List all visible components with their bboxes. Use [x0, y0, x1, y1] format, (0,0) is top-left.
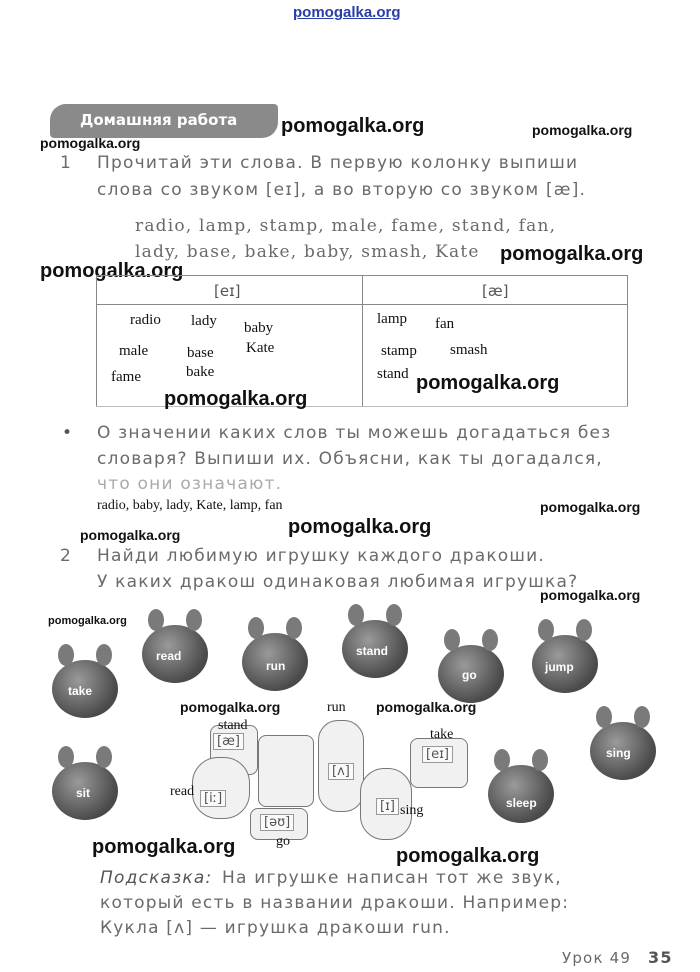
bullet-line3: что они означают. [97, 474, 283, 494]
toy-sound: [iː] [200, 790, 226, 807]
table-column-divider [362, 276, 363, 406]
watermark-top[interactable]: pomogalka.org [293, 4, 401, 21]
hint-line1: На игрушке написан тот же звук, [222, 868, 562, 888]
task1-words-line1: radio, lamp, stamp, male, fame, stand, fan, [135, 216, 557, 236]
watermark: pomogalka.org [416, 372, 560, 394]
watermark: pomogalka.org [376, 699, 477, 715]
dragon-label: take [68, 684, 93, 698]
dragon-label: sleep [506, 796, 537, 810]
bullet-line1: О значении каких слов ты можешь догадаться без [97, 423, 612, 443]
table-word: male [119, 343, 149, 359]
toy-sound: [ʌ] [328, 763, 354, 780]
table-word: bake [186, 364, 215, 380]
table-word: radio [130, 312, 161, 328]
bullet-answer: radio, baby, lady, Kate, lamp, fan [97, 498, 283, 513]
table-word: smash [450, 342, 488, 358]
hint-line3: Кукла [ʌ] — игрушка дракоши run. [100, 918, 451, 938]
column-header-ae: [æ] [482, 282, 509, 300]
hint-label: Подсказка: [100, 868, 213, 888]
watermark: pomogalka.org [180, 699, 281, 715]
table-word: base [187, 345, 214, 361]
table-word: baby [244, 320, 274, 336]
table-left-edge [96, 276, 97, 406]
watermark: pomogalka.org [40, 135, 141, 151]
task1-number: 1 [60, 153, 73, 173]
task1-instruction-line1: Прочитай эти слова. В первую колонку выпиши [97, 153, 579, 173]
toy-sound: [æ] [213, 733, 244, 750]
toy-sound: [ɪ] [376, 798, 399, 815]
bullet-line2: словаря? Выпиши их. Объясни, как ты догадался, [97, 449, 603, 469]
table-word: fame [111, 369, 141, 385]
watermark: pomogalka.org [396, 845, 540, 867]
watermark: pomogalka.org [281, 115, 425, 137]
toy-sound: [eɪ] [422, 746, 453, 763]
dragon-label: sing [606, 746, 631, 760]
watermark: pomogalka.org [540, 587, 641, 603]
table-word: fan [435, 316, 455, 332]
dragon-label: stand [356, 644, 389, 658]
column-header-ei: [eɪ] [214, 282, 241, 300]
task2-number: 2 [60, 546, 73, 566]
dragon-sleep [488, 765, 554, 823]
toy-answer: run [327, 700, 346, 715]
dragon-label: jump [545, 660, 574, 674]
homework-badge-label: Домашняя работа [80, 111, 238, 129]
task2-instruction-line1: Найди любимую игрушку каждого дракоши. [97, 546, 546, 566]
page-number: 35 [648, 948, 673, 967]
watermark: pomogalka.org [164, 388, 308, 410]
task1-instruction-line2: слова со звуком [eɪ], а во вторую со звуком [æ]. [97, 180, 587, 200]
table-right-edge [627, 276, 628, 406]
toy-answer: take [430, 727, 454, 742]
watermark: pomogalka.org [80, 527, 181, 543]
dragon-label: read [156, 649, 182, 663]
table-word: lamp [377, 311, 407, 327]
homework-badge [50, 104, 278, 138]
hint-line2: который есть в названии дракоши. Например: [100, 893, 570, 913]
watermark: pomogalka.org [288, 516, 432, 538]
task2-instruction-line2: У каких дракош одинаковая любимая игрушка? [97, 572, 579, 592]
watermark: pomogalka.org [540, 499, 641, 515]
watermark: pomogalka.org [92, 836, 236, 858]
toy-answer: stand [218, 718, 248, 733]
task1-words-line2: lady, base, bake, baby, smash, Kate [135, 242, 480, 262]
table-word: stand [377, 366, 409, 382]
watermark: pomogalka.org [532, 122, 633, 138]
dragon-label: run [266, 659, 286, 673]
dragon-label: sit [76, 786, 91, 800]
table-word: Kate [246, 340, 275, 356]
watermark: pomogalka.org [40, 260, 184, 282]
lesson-label: Урок 49 [562, 949, 632, 967]
toy-sound: [əʊ] [260, 814, 294, 831]
dragon-label: go [462, 668, 477, 682]
toy-answer: sing [400, 803, 424, 818]
watermark: pomogalka.org [500, 243, 644, 265]
bullet-icon: • [62, 423, 74, 443]
table-word: lady [191, 313, 217, 329]
toy-truck [258, 735, 314, 807]
toy-teddy-bear [192, 757, 250, 819]
toy-answer: go [276, 834, 290, 849]
toy-answer: read [170, 784, 195, 799]
table-word: stamp [381, 343, 417, 359]
watermark: pomogalka.org [48, 615, 127, 627]
